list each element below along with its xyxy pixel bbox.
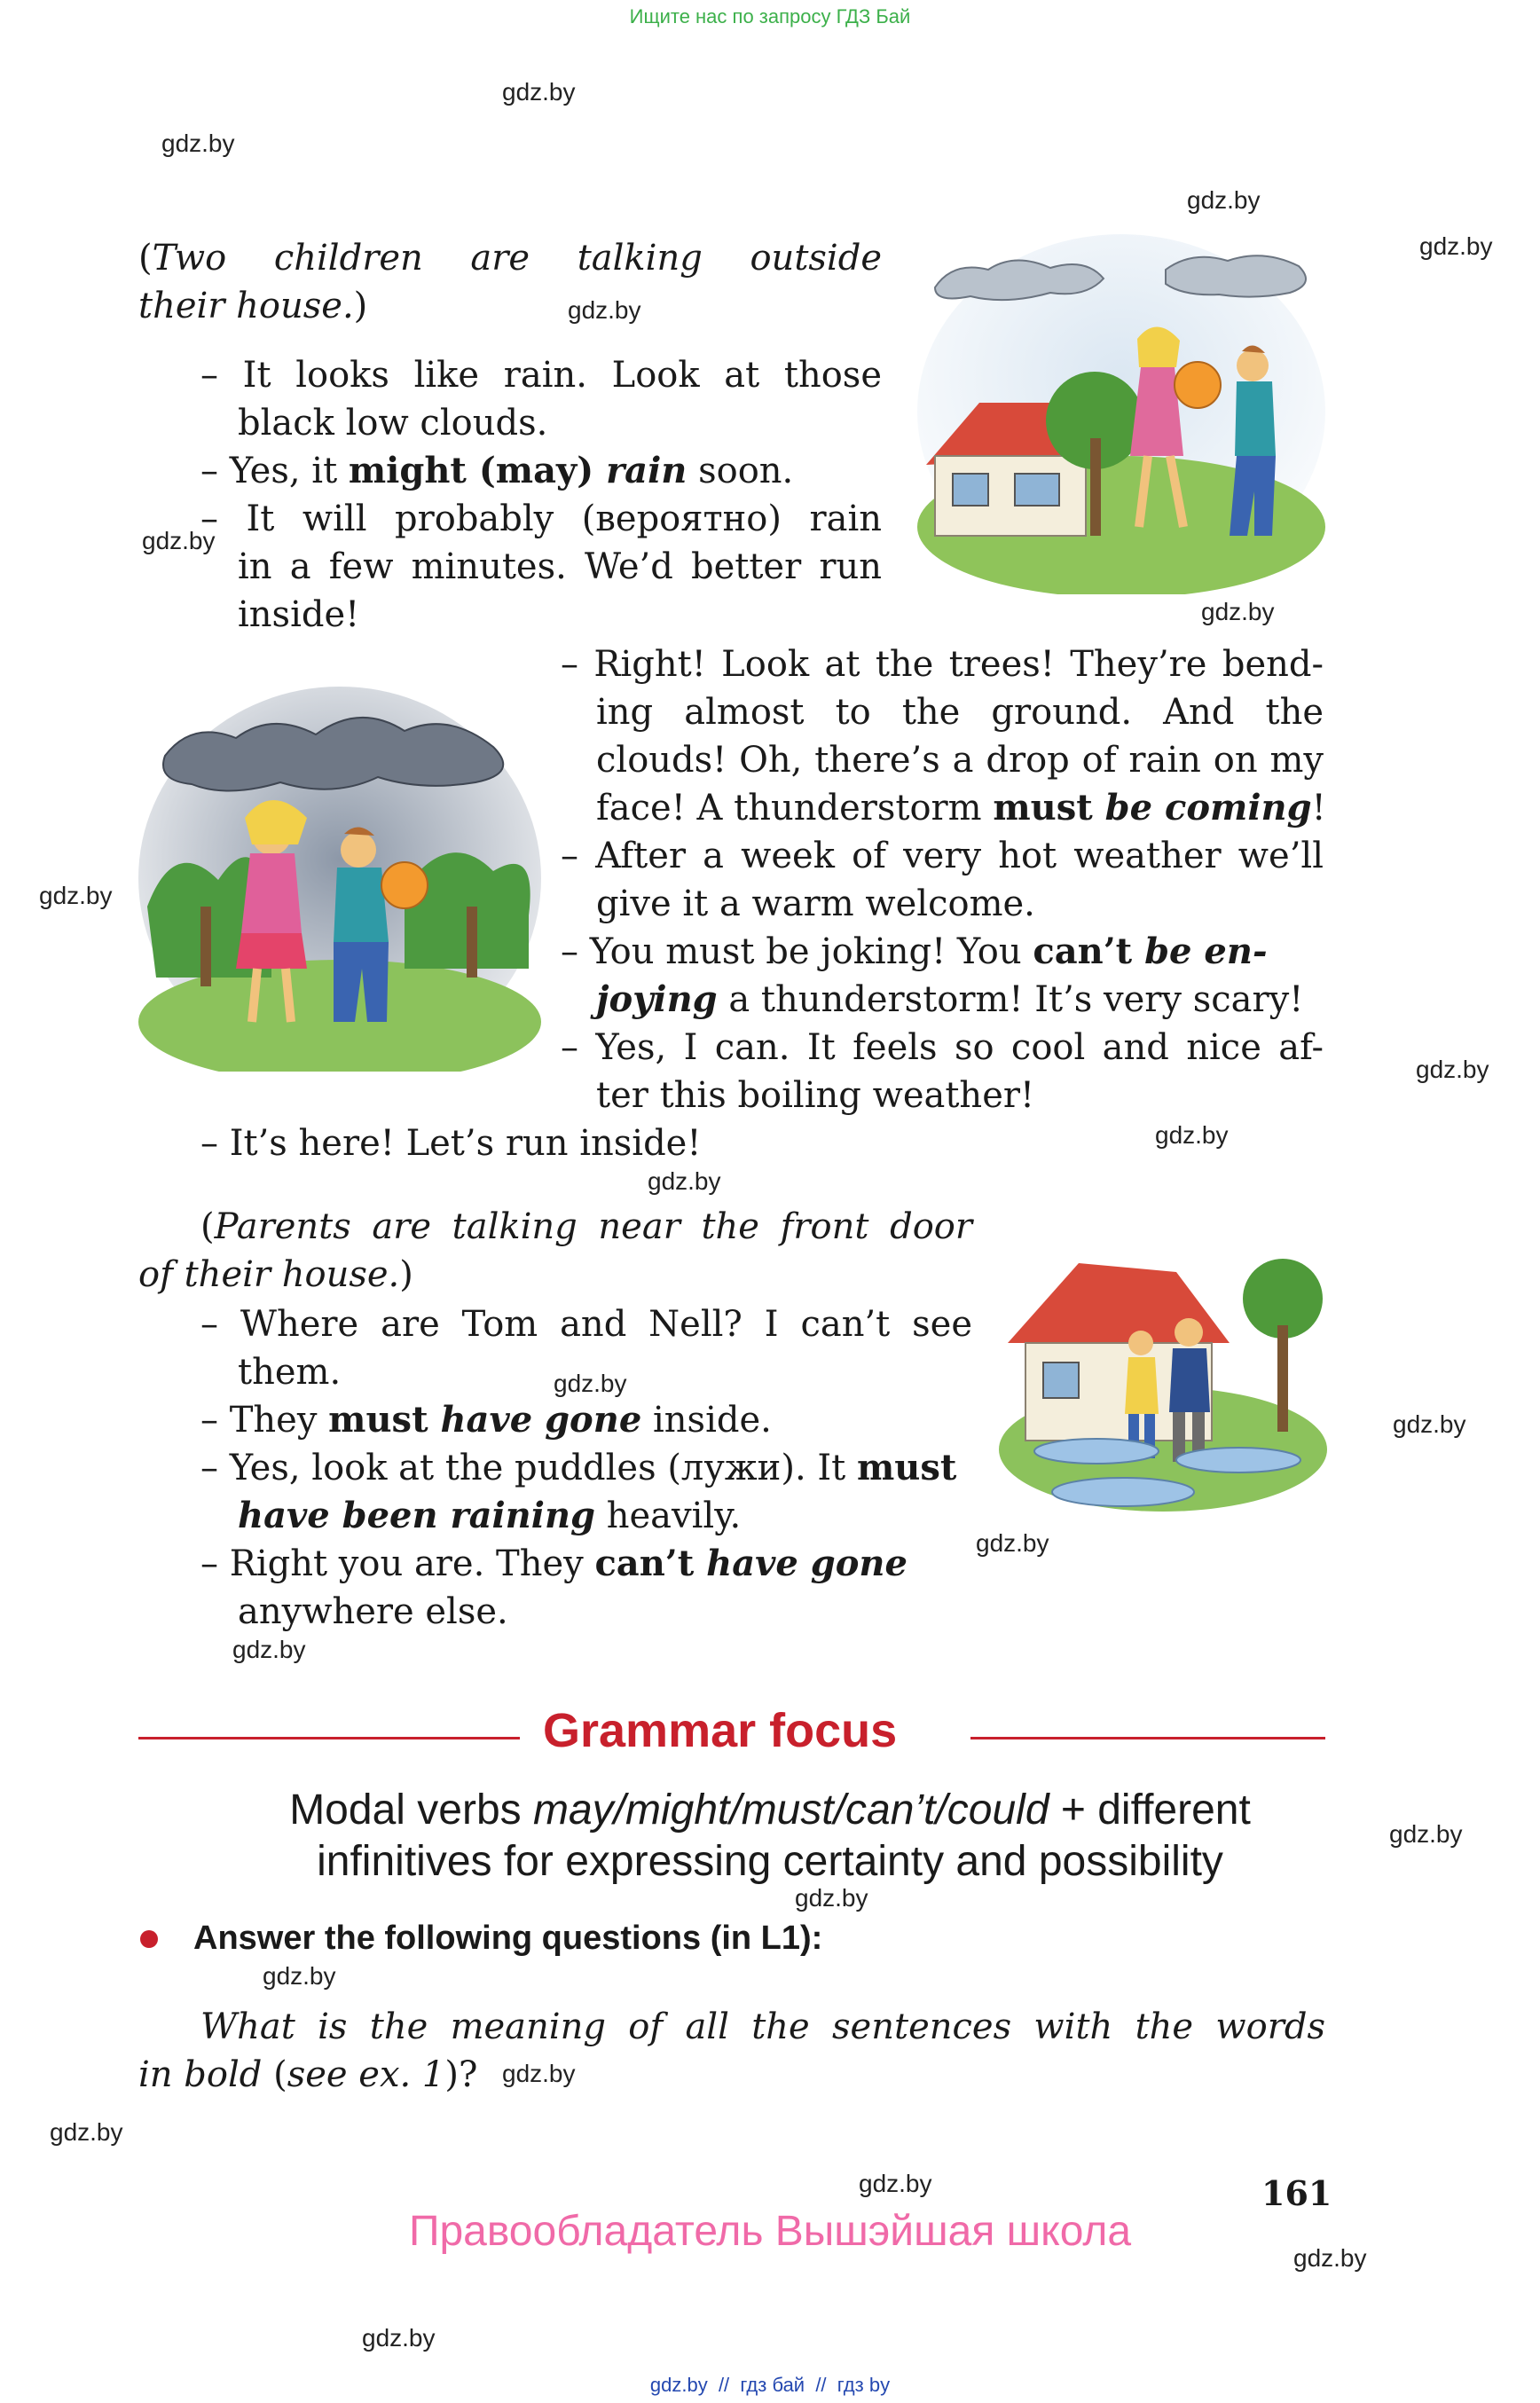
watermark: gdz.by: [232, 1636, 306, 1663]
illustration-parents-puddles: [999, 1210, 1327, 1517]
watermark: gdz.by: [263, 1962, 336, 1990]
watermark: gdz.by: [1187, 186, 1261, 214]
watermark: gdz.by: [142, 527, 216, 554]
watermark: gdz.by: [795, 1884, 868, 1912]
grammar-question-line1: What is the meaning of all the sentences with the words: [200, 2006, 1325, 2047]
dialogue1-line4a: – Right! Look at the trees! They’re bend-: [561, 644, 1324, 685]
dialogue2-line3a: – Yes, look at the puddles (лужи). It must: [200, 1447, 957, 1488]
watermark: gdz.by: [50, 2118, 123, 2146]
grammar-question-line2: in bold (see ex. 1)?: [138, 2054, 478, 2095]
grammar-subtitle-line2: infinitives for expressing certainty and possibility: [317, 1838, 1223, 1885]
watermark: gdz.by: [1393, 1410, 1466, 1438]
watermark: gdz.by: [502, 2060, 576, 2087]
watermark: gdz.by: [362, 2324, 436, 2352]
watermark: gdz.by: [161, 130, 235, 157]
watermark: gdz.by: [1416, 1056, 1489, 1083]
watermark: gdz.by: [554, 1370, 627, 1397]
dialogue1-line2: – Yes, it might (may) rain soon.: [200, 450, 794, 491]
top-banner[interactable]: Ищите нас по запросу ГДЗ Бай: [629, 5, 911, 27]
bullet-icon: [140, 1930, 158, 1948]
watermark: gdz.by: [648, 1167, 721, 1195]
dialogue2-line2: – They must have gone inside.: [200, 1399, 772, 1441]
grammar-rule-left: [138, 1737, 520, 1739]
watermark: gdz.by: [1389, 1820, 1463, 1848]
dialogue1-line4d: face! A thunderstorm must be coming!: [596, 787, 1326, 828]
dialogue1-line3a: – It will probably (вероятно) rain: [200, 499, 882, 539]
dialogue2-intro-line1: (Parents are talking near the front door: [200, 1206, 972, 1247]
dialogue1-line4b: ing almost to the ground. And the: [596, 692, 1324, 733]
grammar-rule-right: [970, 1737, 1325, 1739]
watermark: gdz.by: [39, 882, 113, 909]
dialogue1-line6a: – You must be joking! You can’t be en-: [561, 931, 1268, 972]
dialogue1-line6b: joying a thunderstorm! It’s very scary!: [596, 978, 1304, 1020]
watermark: gdz.by: [568, 296, 641, 324]
footer-links[interactable]: gdz.by // гдз бай // гдз by: [649, 2374, 891, 2396]
dialogue1-line1a: – It looks like rain. Look at those: [200, 355, 882, 396]
dialogue1-line7b: ter this boiling weather!: [596, 1075, 1035, 1116]
dialogue1-line3b: in a few minutes. We’d better run: [238, 546, 882, 587]
dialogue1-line7a: – Yes, I can. It feels so cool and nice af-: [561, 1027, 1324, 1068]
page-number: 161: [1261, 2173, 1332, 2213]
dialogue2-line1b: them.: [238, 1352, 342, 1393]
dialogue1-line3c: inside!: [238, 594, 360, 635]
grammar-subtitle-line1: Modal verbs may/might/must/can’t/could + different: [289, 1787, 1251, 1834]
watermark: gdz.by: [1201, 598, 1275, 625]
dialogue1-line4c: clouds! Oh, there’s a drop of rain on my: [596, 740, 1324, 781]
dialogue2-line4b: anywhere else.: [238, 1591, 508, 1632]
dialogue2-line4a: – Right you are. They can’t have gone: [200, 1543, 908, 1584]
dialogue2-intro-line2: of their house.): [138, 1254, 413, 1295]
grammar-task: Answer the following questions (in L1):: [193, 1920, 823, 1957]
watermark: gdz.by: [1293, 2244, 1367, 2272]
dialogue1-line8: – It’s here! Let’s run inside!: [200, 1123, 702, 1164]
dialogue2-line1a: – Where are Tom and Nell? I can’t see: [200, 1304, 972, 1345]
dialogue1-line5a: – After a week of very hot weather we’ll: [561, 836, 1324, 876]
illustration-children-outside: [917, 234, 1325, 594]
watermark: gdz.by: [976, 1529, 1049, 1557]
watermark: gdz.by: [1419, 232, 1493, 260]
dialogue2-line3b: have been raining heavily.: [238, 1495, 742, 1536]
watermark: gdz.by: [859, 2170, 932, 2197]
watermark: gdz.by: [1155, 1121, 1229, 1149]
watermark: gdz.by: [502, 78, 576, 106]
dialogue1-intro-line1: (Two children are talking outside: [138, 238, 882, 279]
dialogue1-line5b: give it a warm welcome.: [596, 883, 1035, 924]
dialogue1-intro-line2: their house.): [138, 286, 368, 326]
illustration-thunderstorm: [138, 685, 541, 1072]
dialogue1-line1b: black low clouds.: [238, 403, 548, 444]
grammar-focus-title: Grammar focus: [543, 1704, 898, 1757]
copyright-owner: Правообладатель Вышэйшая школа: [408, 2208, 1132, 2255]
